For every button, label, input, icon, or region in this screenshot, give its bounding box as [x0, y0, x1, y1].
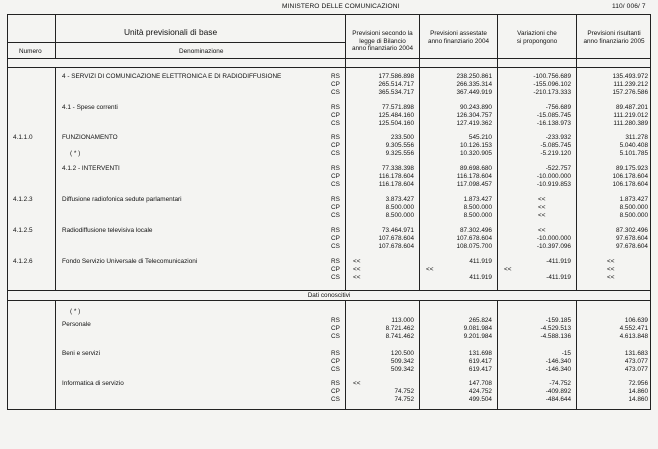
col1-header: Previsioni secondo la legge di Bilancio anno finanziario 2004: [351, 30, 414, 53]
row-number: 4.1.2.3: [13, 196, 33, 203]
divider: [7, 300, 651, 301]
code-group: RS CP CS: [331, 317, 340, 340]
divider: [7, 290, 651, 291]
divider: [7, 42, 345, 43]
value-cell: -233.932 -5.085.745 -5.219.120: [540, 134, 571, 157]
value-cell: 73.464.971 107.678.604 107.678.604: [378, 227, 414, 250]
row-label: Radiodiffusione televisiva locale: [62, 227, 153, 234]
code-group: RS CP CS: [331, 196, 340, 219]
value-cell: << 74.752 74.752: [353, 380, 414, 403]
value-cell: 233.500 9.305.556 9.325.556: [385, 134, 414, 157]
asterisk-note: ( * ): [70, 150, 81, 157]
value-cell: 89.698.680 116.178.604 117.098.457: [456, 165, 492, 188]
value-cell: 77.571.898 125.484.160 125.504.160: [378, 104, 414, 127]
divider: [55, 300, 56, 410]
value-cell: 120.500 509.342 509.342: [390, 350, 414, 373]
value-cell: << << <<: [538, 196, 546, 219]
row-label: Beni e servizi: [62, 350, 101, 357]
value-cell: 238.250.861 266.335.314 367.449.919: [456, 73, 492, 96]
value-cell: 3.873.427 8.500.000 8.500.000: [385, 196, 414, 219]
row-number: 4.1.1.0: [13, 134, 33, 141]
value-cell: 311.278 5.040.408 5.101.785: [619, 134, 648, 157]
col4-header: Previsioni risultanti anno finanziario 2005: [583, 30, 645, 45]
value-cell: -15 -146.340 -146.340: [545, 350, 571, 373]
value-cell: -100.756.689 -155.096.102 -210.173.333: [533, 73, 571, 96]
row-label: 4 - SERVIZI DI COMUNICAZIONE ELETTRONICA E DI RADIODIFFUSIONE: [62, 73, 282, 80]
value-cell: -411.919 << -411.919: [504, 258, 571, 281]
value-cell: 1.873.427 8.500.000 8.500.000: [619, 196, 648, 219]
code-group: RS CP CS: [331, 134, 340, 157]
row-label: Fondo Servizio Universale di Telecomunicazioni: [62, 258, 198, 265]
row-label: Informatica di servizio: [62, 380, 124, 387]
col2-header: Previsioni assestate anno finanziario 2004: [427, 30, 490, 45]
value-cell: 131.683 473.077 473.077: [624, 350, 648, 373]
code-group: RS CP CS: [331, 104, 340, 127]
value-cell: 113.000 8.721.462 8.741.462: [385, 317, 414, 340]
value-cell: 87.302.496 97.678.604 97.678.604: [616, 227, 648, 250]
value-cell: 89.487.201 111.219.012 111.280.389: [613, 104, 648, 127]
code-group: RS CP CS: [331, 165, 340, 188]
value-cell: -159.185 -4.529.513 -4.588.136: [540, 317, 571, 340]
code-group: RS CP CS: [331, 350, 340, 373]
value-cell: 131.698 619.417 619.417: [468, 350, 492, 373]
value-cell: 177.586.898 265.514.717 365.534.717: [378, 73, 414, 96]
value-cell: 87.302.496 107.678.604 108.075.700: [456, 227, 492, 250]
value-cell: -74.752 -409.892 -484.644: [545, 380, 571, 403]
value-cell: 135.493.972 111.239.212 157.276.586: [612, 73, 648, 96]
numero-header: Numero: [19, 48, 42, 55]
code-group: RS CP CS: [331, 380, 340, 403]
row-label: 4.1 - Spese correnti: [62, 104, 118, 111]
row-number: 4.1.2.6: [13, 258, 33, 265]
value-cell: -522.757 -10.000.000 -10.919.853: [536, 165, 571, 188]
divider: [7, 58, 651, 59]
value-cell: 265.824 9.081.984 9.201.984: [463, 317, 492, 340]
value-cell: -756.689 -15.085.745 -16.138.973: [536, 104, 571, 127]
value-cell: << -10.000.000 -10.397.096: [536, 227, 571, 250]
value-cell: 411.919 << 411.919: [426, 258, 492, 281]
value-cell: 89.175.923 106.178.604 106.178.604: [612, 165, 648, 188]
code-group: RS CP CS: [331, 258, 340, 281]
code-group: RS CP CS: [331, 227, 340, 250]
dati-conoscitivi-title: Dati conoscitivi: [307, 292, 351, 299]
value-cell: << << <<: [353, 258, 361, 281]
asterisk-note: ( * ): [70, 308, 81, 315]
row-label: FUNZIONAMENTO: [62, 134, 118, 141]
value-cell: 90.243.890 126.304.757 127.419.362: [456, 104, 492, 127]
row-label: Diffusione radiofonica sedute parlamentari: [62, 196, 182, 203]
divider: [55, 67, 56, 290]
value-cell: 106.639 4.552.471 4.613.848: [619, 317, 648, 340]
row-label: Personale: [62, 321, 91, 328]
value-cell: << << <<: [607, 258, 615, 281]
code-group: RS CP CS: [331, 73, 340, 96]
value-cell: 147.708 424.752 499.504: [468, 380, 492, 403]
value-cell: 545.210 10.126.153 10.320.905: [460, 134, 492, 157]
row-number: 4.1.2.5: [13, 227, 33, 234]
value-cell: 72.956 14.860 14.860: [628, 380, 648, 403]
divider: [55, 14, 56, 58]
col3-header: Variazioni che si propongono: [516, 30, 558, 45]
value-cell: 1.873.427 8.500.000 8.500.000: [463, 196, 492, 219]
page-reference: 110/ 006/ 7: [612, 3, 646, 10]
denominazione-header: Denominazione: [179, 48, 224, 55]
divider: [7, 67, 651, 68]
ministry-header: MINISTERO DELLE COMUNICAZIONI: [282, 3, 400, 10]
row-label: 4.1.2 - INTERVENTI: [62, 165, 120, 172]
value-cell: 77.338.398 116.178.604 116.178.604: [378, 165, 414, 188]
unita-title: Unità previsionali di base: [124, 27, 218, 37]
